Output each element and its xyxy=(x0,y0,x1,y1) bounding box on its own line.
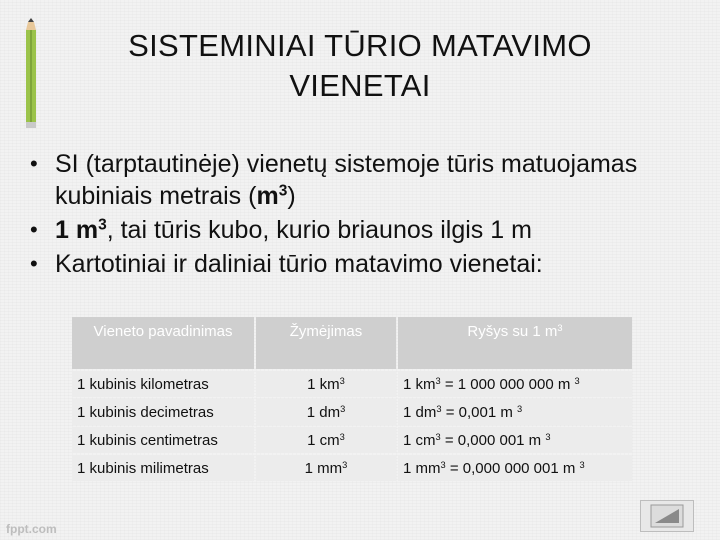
cell-sup: 3 xyxy=(435,431,441,442)
header-relation xyxy=(398,317,632,369)
pencil-icon xyxy=(18,18,46,130)
bullet-sup: 3 xyxy=(98,216,107,234)
cell-sup: 3 xyxy=(339,431,345,442)
bullet-text: SI (tarptautinėje) vienetų sistemoje tūris matuojamas kubiniais metrais ( xyxy=(55,150,638,210)
cell-relation-left: 1 km xyxy=(403,375,436,393)
cell-symbol-text: 1 cm xyxy=(307,431,340,449)
watermark: fppt.com xyxy=(6,522,57,536)
cell-symbol xyxy=(256,455,396,481)
bullet-dot: • xyxy=(30,251,38,276)
table-header-row xyxy=(72,317,632,369)
cell-sup: 3 xyxy=(435,375,441,386)
cell-symbol-text: 1 dm xyxy=(306,403,341,421)
cell-relation-left: 1 mm xyxy=(403,459,441,477)
header-symbol: Žymėjimas xyxy=(256,317,396,369)
cell-relation-right: = 0,000 001 m xyxy=(440,431,546,449)
cell-sup: 3 xyxy=(340,403,346,414)
cell-relation xyxy=(398,427,632,453)
table-row xyxy=(72,427,632,453)
cell-relation-right: = 0,000 000 001 m xyxy=(445,459,580,477)
cell-symbol xyxy=(256,399,396,425)
table-row xyxy=(72,371,632,397)
cell-relation-right: = 1 000 000 000 m xyxy=(440,375,575,393)
cell-symbol-text: 1 km xyxy=(307,375,340,393)
header-relation-sup: 3 xyxy=(557,322,563,333)
cell-symbol-text: 1 mm xyxy=(304,459,343,477)
cell-symbol xyxy=(256,371,396,397)
bullet-sup: 3 xyxy=(278,182,288,200)
units-table xyxy=(70,315,634,483)
bullet-text: , tai tūris kubo, kurio briaunos ilgis 1 m xyxy=(106,216,532,244)
page-title xyxy=(60,26,660,106)
cell-sup: 3 xyxy=(440,459,446,470)
bullet-bold xyxy=(55,216,107,244)
bullet-item xyxy=(28,148,708,212)
bullet-dot: • xyxy=(30,151,38,176)
cell-sup: 3 xyxy=(342,459,348,470)
cell-relation xyxy=(398,371,632,397)
bullet-bold xyxy=(256,182,287,210)
cell-name: 1 kubinis kilometras xyxy=(72,371,254,397)
cell-relation-right: = 0,001 m xyxy=(441,403,517,421)
bullet-item xyxy=(28,214,708,246)
cell-sup: 3 xyxy=(545,431,551,442)
title-line-2: VIENETAI xyxy=(289,68,431,103)
bullet-list xyxy=(28,148,708,282)
cell-name: 1 kubinis milimetras xyxy=(72,455,254,481)
bullet-item xyxy=(28,248,708,280)
table-row xyxy=(72,399,632,425)
cell-relation-left: 1 cm xyxy=(403,431,436,449)
cell-relation xyxy=(398,399,632,425)
bullet-bold-text: m xyxy=(256,182,279,210)
bullet-tail: ) xyxy=(287,182,296,210)
cell-relation xyxy=(398,455,632,481)
cell-sup: 3 xyxy=(517,403,523,414)
cell-name: 1 kubinis centimetras xyxy=(72,427,254,453)
cell-sup: 3 xyxy=(574,375,580,386)
cell-relation-left: 1 dm xyxy=(403,403,437,421)
cell-sup: 3 xyxy=(436,403,442,414)
cell-sup: 3 xyxy=(579,459,585,470)
nav-arrow-icon xyxy=(641,501,693,531)
bullet-text: Kartotiniai ir daliniai tūrio matavimo vienetai: xyxy=(55,250,543,278)
nav-button[interactable] xyxy=(640,500,694,532)
bullet-bold-text: 1 m xyxy=(55,216,99,244)
header-relation-text: Ryšys su 1 m xyxy=(467,323,558,340)
cell-sup: 3 xyxy=(339,375,345,386)
cell-symbol xyxy=(256,427,396,453)
title-line-1: SISTEMINIAI TŪRIO MATAVIMO xyxy=(128,28,592,63)
table-row xyxy=(72,455,632,481)
bullet-dot: • xyxy=(30,217,38,242)
cell-name: 1 kubinis decimetras xyxy=(72,399,254,425)
header-name: Vieneto pavadinimas xyxy=(72,317,254,369)
